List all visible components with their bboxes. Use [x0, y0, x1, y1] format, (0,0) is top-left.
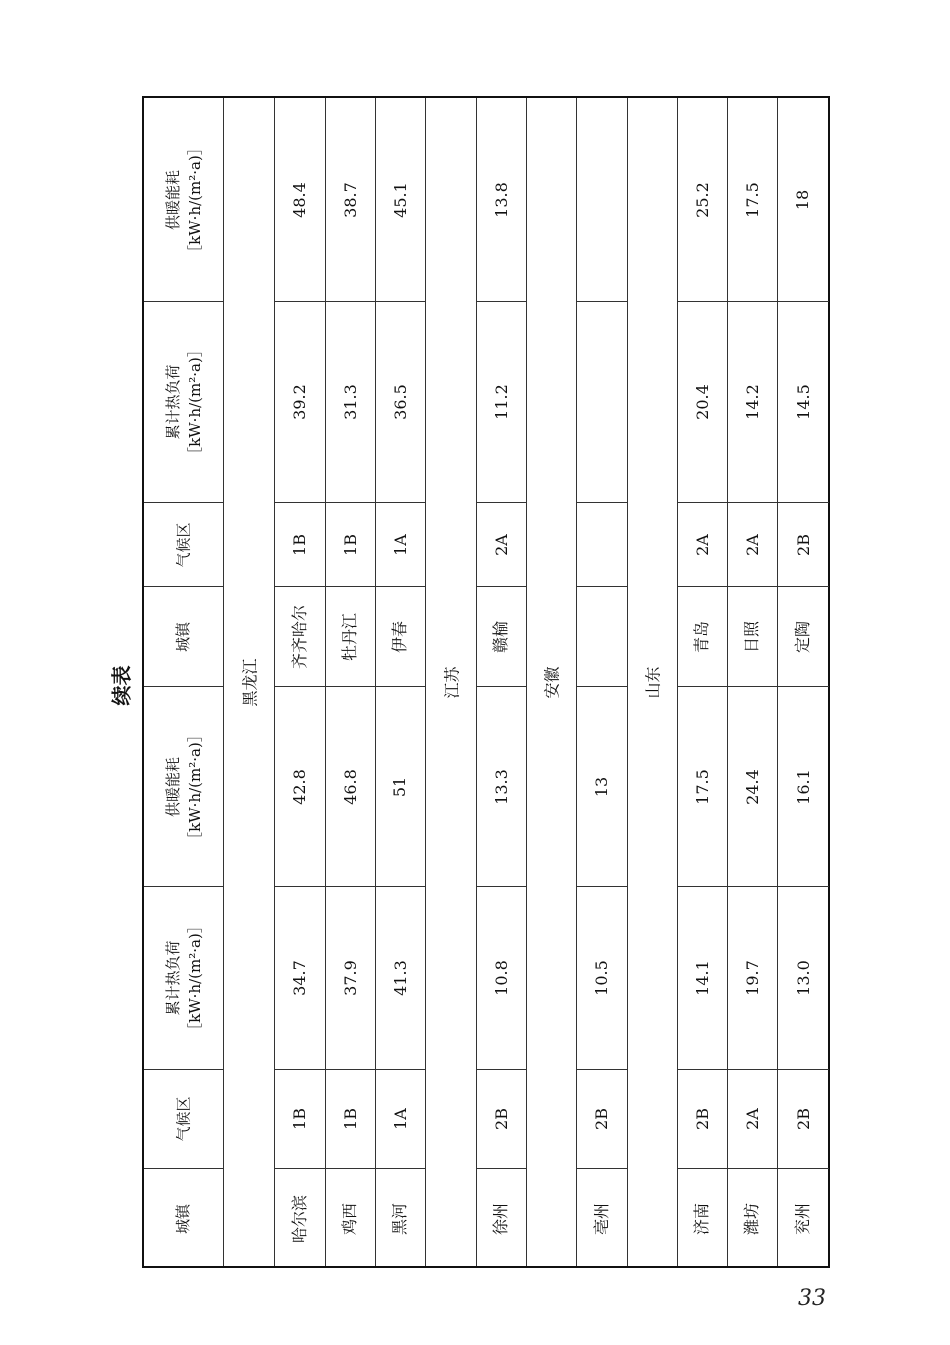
data-table [142, 96, 830, 1268]
table-cell-a-town: 鸡西 [326, 1168, 375, 1268]
table-cell-b-energy: 48.4 [290, 181, 309, 218]
table-row [275, 98, 326, 1266]
table-cell-b-energy: 25.2 [692, 181, 712, 218]
header-row [144, 98, 224, 1266]
header-cell-heat_load [144, 301, 223, 502]
table-cell-b-load: 39.2 [275, 301, 325, 502]
table-cell-a-zone: 2A [728, 1069, 777, 1168]
table-row [577, 98, 628, 1266]
table-cell-a-energy: 24.4 [728, 686, 777, 886]
header-text: 累计热负荷 [163, 364, 182, 440]
table-cell-b-zone: 1B [275, 502, 325, 586]
table-cell-a-energy: 13.3 [477, 686, 526, 886]
table-cell-b-load: 11.2 [477, 301, 526, 502]
header-text: ［kW·h/(m²·a)］ [185, 726, 204, 847]
table-cell-b-zone: 1B [326, 502, 375, 586]
table-caption: 续表 [109, 665, 134, 705]
table-cell-a-energy: 42.8 [275, 686, 325, 886]
table-cell-b-town: 齐齐哈尔 [275, 586, 325, 686]
table-cell-b-energy: 18 [793, 189, 813, 210]
table-cell-a-town: 潍坊 [728, 1168, 777, 1268]
table-cell-b-zone: 2A [678, 502, 727, 586]
header-text: ［kW·h/(m²·a)］ [185, 918, 204, 1038]
header-cell-town: 城镇 [144, 1168, 223, 1268]
table-cell-b-energy: 17.5 [742, 181, 762, 218]
header-cell-town: 城镇 [144, 586, 223, 686]
table-cell-b-zone: 2A [728, 502, 777, 586]
table-cell-a-load: 10.8 [477, 886, 526, 1069]
table-cell-a-load: 41.3 [376, 886, 425, 1069]
province-label-shandong: 山东 [628, 98, 678, 1266]
province-label-anhui: 安徽 [527, 98, 577, 1266]
table-row [376, 98, 426, 1266]
table-cell-a-town: 亳州 [577, 1168, 627, 1268]
table-cell-b-energy: 38.7 [340, 181, 360, 218]
header-text: ［kW·h/(m²·a)］ [185, 342, 204, 462]
table-row [477, 98, 527, 1266]
table-cell-b-load: 36.5 [376, 301, 425, 502]
table-cell-a-zone: 2B [678, 1069, 727, 1168]
table-cell-b-load: 20.4 [678, 301, 727, 502]
table-cell-b-town: 赣榆 [477, 586, 526, 686]
table-row [678, 98, 728, 1266]
table-cell-b-zone [577, 502, 627, 586]
table-cell-a-town: 兖州 [778, 1168, 829, 1268]
table-cell-a-zone: 2B [778, 1069, 829, 1168]
table-cell-b-zone: 2A [477, 502, 526, 586]
header-text: ［kW·h/(m²·a)］ [185, 139, 204, 260]
table-cell-a-town: 济南 [678, 1168, 727, 1268]
table-cell-a-zone: 1B [326, 1069, 375, 1168]
header-cell-zone: 气候区 [144, 502, 223, 586]
table-cell-a-load: 19.7 [728, 886, 777, 1069]
table-cell-a-energy: 46.8 [326, 686, 375, 886]
table-cell-a-load: 34.7 [275, 886, 325, 1069]
table-cell-b-load [577, 301, 627, 502]
table-cell-b-energy: 13.8 [491, 181, 511, 218]
table-cell-b-town: 伊春 [376, 586, 425, 686]
table-cell-b-town: 青岛 [678, 586, 727, 686]
table-cell-a-zone: 2B [477, 1069, 526, 1168]
table-cell-a-zone: 2B [577, 1069, 627, 1168]
table-row [778, 98, 829, 1266]
table-cell-b-zone: 1A [376, 502, 425, 586]
table-cell-a-load: 37.9 [326, 886, 375, 1069]
table-cell-a-zone: 1B [275, 1069, 325, 1168]
header-cell-zone: 气候区 [144, 1069, 223, 1168]
header-cell-energy [144, 686, 223, 886]
province-label-jiangsu: 江苏 [426, 98, 477, 1266]
table-cell-a-zone: 1A [376, 1069, 425, 1168]
table-row [728, 98, 778, 1266]
header-text: 供暖能耗 [163, 756, 182, 817]
table-cell-b-load: 14.5 [778, 301, 829, 502]
table-cell-b-town: 牡丹江 [326, 586, 375, 686]
table-cell-b-town: 日照 [728, 586, 777, 686]
header-text: 供暖能耗 [163, 169, 182, 230]
header-cell-energy [144, 98, 223, 301]
table-cell-a-load: 14.1 [678, 886, 727, 1069]
table-cell-b-town [577, 586, 627, 686]
table-cell-b-zone: 2B [778, 502, 829, 586]
table-cell-a-energy: 16.1 [778, 686, 829, 886]
table-cell-a-town: 黑河 [376, 1168, 425, 1268]
table-cell-b-energy [577, 98, 627, 301]
header-cell-heat_load [144, 886, 223, 1069]
table-cell-a-energy: 17.5 [678, 686, 727, 886]
table-cell-a-town: 哈尔滨 [275, 1168, 325, 1268]
table-cell-a-load: 13.0 [778, 886, 829, 1069]
table-cell-a-town: 徐州 [477, 1168, 526, 1268]
table-cell-b-energy: 45.1 [390, 181, 410, 218]
table-cell-b-town: 定陶 [778, 586, 829, 686]
table-cell-b-load: 31.3 [326, 301, 375, 502]
table-row [326, 98, 376, 1266]
page-number: 33 [798, 1286, 826, 1311]
header-text: 累计热负荷 [163, 940, 182, 1016]
table-cell-a-energy: 13 [577, 686, 627, 886]
table-cell-b-load: 14.2 [728, 301, 777, 502]
province-label-heilongjiang: 黑龙江 [224, 98, 275, 1266]
table-cell-a-load: 10.5 [577, 886, 627, 1069]
table-cell-a-energy: 51 [376, 686, 425, 886]
